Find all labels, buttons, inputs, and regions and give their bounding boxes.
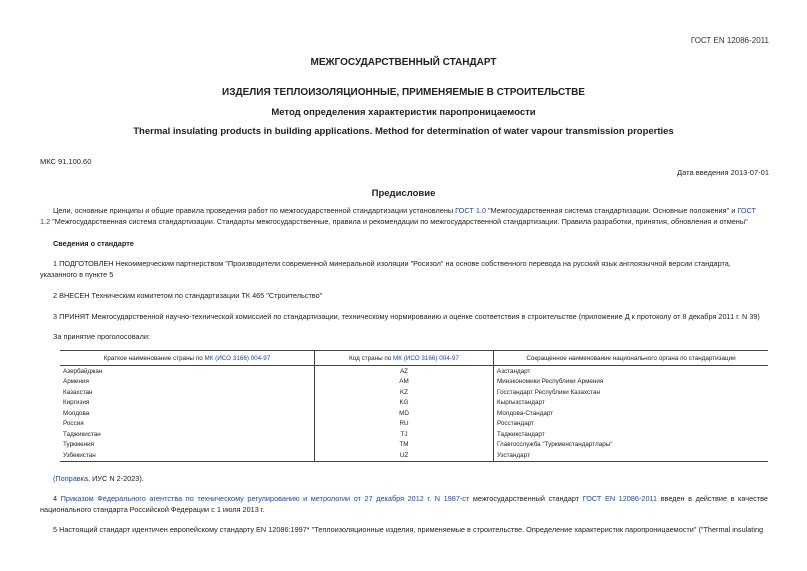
column-header-organization: Сокращенное наименование национального органа по стандартизации [494, 351, 769, 366]
document-title-english: Thermal insulating products in building applications. Method for determination of water vapour transmission properties [133, 126, 674, 137]
table-row [60, 408, 768, 419]
organization-cell: Азстандарт [494, 366, 769, 377]
foreword-text-2: "Межгосударственная система стандартизации. Основные положения" и [486, 206, 738, 215]
item-4-number: 4 [53, 494, 61, 503]
item-4-enacted [40, 493, 768, 515]
column-header-code [315, 351, 494, 366]
item-5-identity: 5 Настоящий стандарт идентичен европейскому стандарту EN 12086:1997* "Теплоизоляционные изделия, применяемые в строительстве. Определение характеристик паропроницаемости" ("Thermal insulating [53, 525, 764, 534]
code-cell: MD [315, 408, 494, 419]
foreword-heading: Предисловие [371, 188, 436, 199]
amendment-note [40, 473, 768, 484]
header-code-text: Код страны по [349, 354, 394, 362]
code-cell: TJ [315, 429, 494, 440]
vote-label: За принятие проголосовали: [53, 332, 150, 341]
item-2-introduced: 2 ВНЕСЕН Техническим комитетом по стандартизации ТК 465 "Строительство" [53, 291, 323, 300]
table-row [60, 440, 768, 451]
country-cell: Киргизия [63, 399, 90, 407]
table-row [60, 377, 768, 388]
table-row [60, 429, 768, 440]
code-cell: KZ [315, 387, 494, 398]
code-cell: KG [315, 398, 494, 409]
organization-cell: Росстандарт [494, 419, 769, 430]
table-header-row [60, 351, 768, 366]
header-country-text: Краткое наименование страны по [103, 354, 205, 362]
code-cell: RU [315, 419, 494, 430]
table-row [60, 419, 768, 430]
gost-en-12086-link[interactable]: ГОСТ EN 12086-2011 [582, 494, 658, 503]
item-4-text-1: межгосударственный стандарт [469, 494, 583, 503]
organization-cell: Госстандарт Республики Казахстан [494, 387, 769, 398]
gost-1-0-link[interactable]: ГОСТ 1.0 [455, 206, 486, 215]
country-cell: Туркмения [63, 441, 95, 449]
table-row [60, 366, 768, 377]
organization-cell: Молдова-Стандарт [494, 408, 769, 419]
document-subtitle: Метод определения характеристик паропроницаемости [271, 107, 536, 118]
code-cell: UZ [315, 450, 494, 461]
country-cell: Таджикистан [63, 430, 101, 438]
country-cell: Казахстан [63, 388, 93, 396]
column-header-country [60, 351, 315, 366]
country-cell: Молдова [63, 409, 90, 417]
country-cell: Россия [63, 420, 84, 428]
item-3-adopted: 3 ПРИНЯТ Межгосударственной научно-технической комиссией по стандартизации, техническому нормированию и оценке соответствия в строительстве (приложение Д к протоколу от 8 декабря 2011 г. N 39) [53, 312, 760, 321]
code-cell: AM [315, 377, 494, 388]
standard-type: МЕЖГОСУДАРСТВЕННЫЙ СТАНДАРТ [310, 57, 497, 68]
organization-cell: Узстандарт [494, 450, 769, 461]
table-row [60, 398, 768, 409]
table-row [60, 387, 768, 398]
country-cell: Азербайджан [63, 367, 103, 375]
gost-1-2-link[interactable]: ГОСТ 1.2 [40, 206, 757, 226]
foreword-paragraph [40, 205, 768, 227]
table-row [60, 450, 768, 461]
code-cell: TM [315, 440, 494, 451]
organization-cell: Минэкономики Республики Армения [494, 377, 769, 388]
foreword-text-3: "Межгосударственная система стандартизации. Стандарты межгосударственные, правила и рекомендации по межгосударственной стандартизации. Правила разработки, принятия, обновления и отмены" [50, 217, 748, 226]
mk-iso-3166-link[interactable]: МК (ИСО 3166) 004-97 [393, 354, 459, 362]
organization-cell: Главгосслужба "Туркменстандартлары" [494, 440, 769, 451]
mk-iso-3166-link[interactable]: МК (ИСО 3166) 004-97 [204, 354, 271, 362]
organization-cell: Таджикстандарт [494, 429, 769, 440]
item-1-prepared: 1 ПОДГОТОВЛЕН Некоммерческим партнерством "Производители современной минеральной изоляции "Росизол" на основе собственного перевода на русский язык англоязычной версии стандарта, указанного в пункте 5 [40, 259, 731, 279]
foreword-text-1: Цели, основные принципы и общие правила проведения работ по межгосударственной стандартизации установлены [53, 206, 456, 215]
standard-info-heading: Сведения о стандарте [53, 239, 134, 248]
item-4-text-2: введен в действие в качестве национального стандарта Российской Федерации с 1 июля 2013 г. [40, 494, 768, 514]
organization-cell: Кыргызстандарт [494, 398, 769, 409]
amendment-link[interactable]: (Поправка. [53, 474, 91, 483]
voting-countries-table [60, 350, 768, 462]
document-title: ИЗДЕЛИЯ ТЕПЛОИЗОЛЯЦИОННЫЕ, ПРИМЕНЯЕМЫЕ В СТРОИТЕЛЬСТВЕ [222, 87, 585, 98]
introduction-date: Дата введения 2013-07-01 [677, 168, 769, 177]
rosstandart-order-link[interactable]: Приказом Федерального агентства по техническому регулированию и метрологии от 27 декабря 2012 г. N 1987-ст [60, 494, 470, 503]
amendment-text: ИУС N 2-2023). [90, 474, 144, 483]
document-code: ГОСТ EN 12086-2011 [690, 36, 769, 45]
country-cell: Узбекистан [60, 450, 315, 461]
country-cell: Армения [63, 378, 89, 386]
mks-code: МКС 91.100.60 [40, 157, 92, 166]
code-cell: AZ [315, 366, 494, 377]
